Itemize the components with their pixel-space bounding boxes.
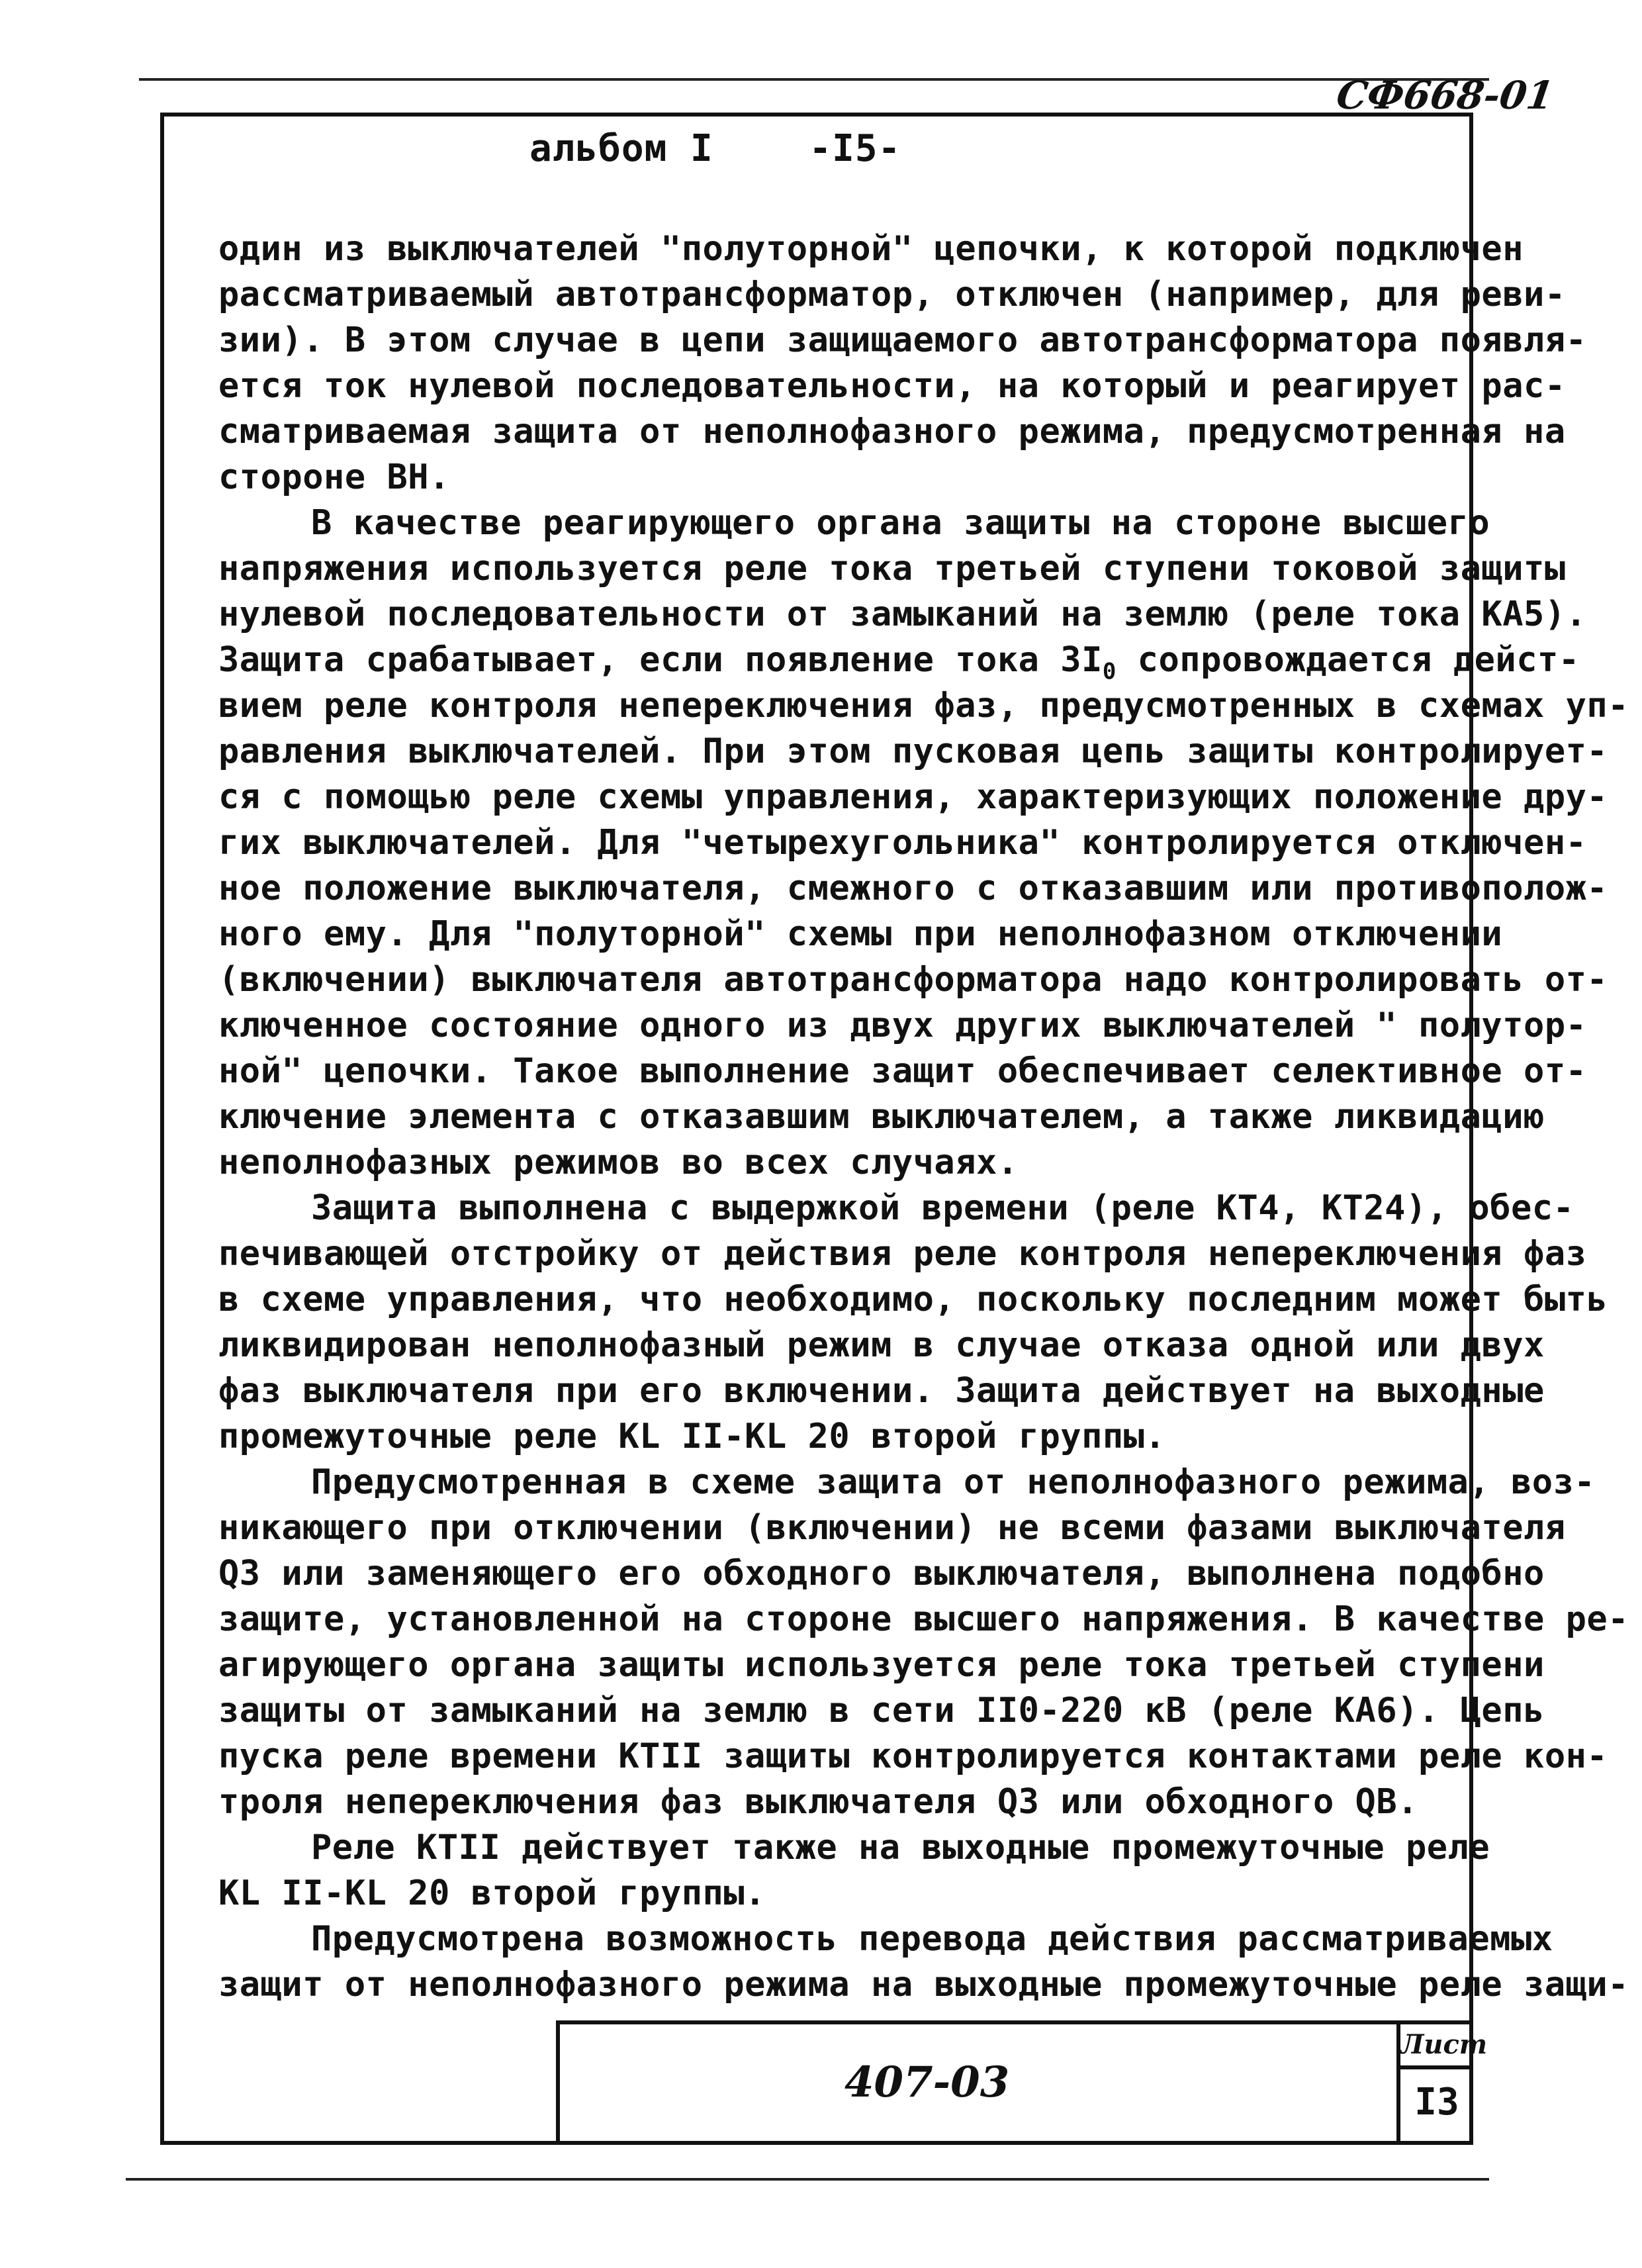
text-line: защиты от замыканий на землю в сети II0-220 кВ (реле КА6). Цепь	[218, 1691, 1545, 1730]
text-line: один из выключателей "полуторной" цепочки, к которой подключен	[218, 229, 1524, 269]
text-line: (включении) выключателя автотрансформатора надо контролировать от-	[218, 960, 1608, 1000]
sheet-cell	[1396, 2024, 1488, 2145]
text-line: вием реле контроля непереключения фаз, предусмотренных в схемах уп-	[218, 686, 1629, 726]
text-line: защит от неполнофазного режима на выходные промежуточные реле защи-	[218, 1965, 1629, 2005]
text-line: стороне ВН.	[218, 457, 450, 497]
text-line: Предусмотрена возможность перевода действия рассматриваемых	[311, 1919, 1553, 1959]
page-header	[529, 127, 901, 170]
text-line: троля непереключения фаз выключателя Q3 или обходного QВ.	[218, 1782, 1418, 1822]
text-line-with-subscript	[218, 638, 1580, 685]
text-line: никающего при отключении (включении) не всеми фазами выключателя	[218, 1508, 1566, 1548]
body-text	[218, 226, 1629, 2008]
text-line: сматриваемая защита от неполнофазного режима, предусмотренная на	[218, 412, 1566, 451]
text-line: ликвидирован неполнофазный режим в случае отказа одной или двух	[218, 1325, 1545, 1365]
text-line: ное положение выключателя, смежного с отказавшим или противополож-	[218, 869, 1608, 908]
text-line: промежуточные реле KL II-KL 20 второй группы.	[218, 1417, 1166, 1456]
bottom-rule	[126, 2178, 1489, 2181]
text-line: в схеме управления, что необходимо, поскольку последним может быть	[218, 1280, 1608, 1319]
text-line: ключение элемента с отказавшим выключателем, а также ликвидацию	[218, 1097, 1545, 1137]
sheet-label: Лист	[1400, 2024, 1473, 2069]
text-line: Q3 или заменяющего его обходного выключателя, выполнена подобно	[218, 1554, 1545, 1593]
text-line: KL II-KL 20 второй группы.	[218, 1873, 766, 1913]
text-line: ной" цепочки. Такое выполнение защит обеспечивает селективное от-	[218, 1051, 1587, 1091]
text-line: равления выключателей. При этом пусковая цепь защиты контролирует-	[218, 732, 1608, 771]
text-line: Предусмотренная в схеме защита от неполнофазного режима, воз-	[311, 1462, 1596, 1502]
page-number: -I5-	[809, 127, 901, 170]
document-code: 407-03	[844, 2057, 1010, 2107]
top-rule	[139, 78, 1489, 81]
text-line: зии). В этом случае в цепи защищаемого автотрансформатора появля-	[218, 320, 1587, 360]
text-line: гих выключателей. Для "четырехугольника" контролируется отключен-	[218, 823, 1587, 863]
text-fragment: сопровождается дейст-	[1116, 640, 1580, 680]
text-line: фаз выключателя при его включении. Защита действует на выходные	[218, 1371, 1545, 1411]
title-block	[556, 2020, 1488, 2145]
text-line: В качестве реагирующего органа защиты на стороне высшего	[311, 503, 1490, 543]
text-line: Защита выполнена с выдержкой времени (реле КТ4, КТ24), обес-	[311, 1188, 1574, 1228]
text-line: пуска реле времени КТII защиты контролируется контактами реле кон-	[218, 1736, 1608, 1776]
album-label: альбом I	[529, 127, 713, 170]
text-line: напряжения используется реле тока третьей ступени токовой защиты	[218, 549, 1566, 589]
text-line: ключенное состояние одного из двух других выключателей " полутор-	[218, 1006, 1587, 1045]
text-line: ся с помощью реле схемы управления, характеризующих положение дру-	[218, 777, 1608, 817]
text-line: агирующего органа защиты используется реле тока третьей ступени	[218, 1645, 1545, 1685]
text-line: неполнофазных режимов во всех случаях.	[218, 1143, 1019, 1182]
text-fragment: Защита срабатывает, если появление тока 3I	[218, 640, 1103, 680]
document-stamp-code: СФ668-01	[1334, 73, 1557, 118]
text-line: нулевой последовательности от замыканий на землю (реле тока КА5).	[218, 594, 1587, 634]
text-line: ется ток нулевой последовательности, на который и реагирует рас-	[218, 366, 1566, 406]
subscript-zero: 0	[1102, 658, 1117, 685]
text-line: рассматриваемый автотрансформатор, отключен (например, для реви-	[218, 275, 1566, 314]
text-line: ного ему. Для "полуторной" схемы при неполнофазном отключении	[218, 914, 1503, 954]
text-line: печивающей отстройку от действия реле контроля непереключения фаз	[218, 1234, 1587, 1274]
sheet-number: I3	[1414, 2081, 1459, 2124]
text-line: защите, установленной на стороне высшего напряжения. В качестве ре-	[218, 1599, 1629, 1639]
text-line: Реле КТII действует также на выходные промежуточные реле	[311, 1828, 1490, 1867]
